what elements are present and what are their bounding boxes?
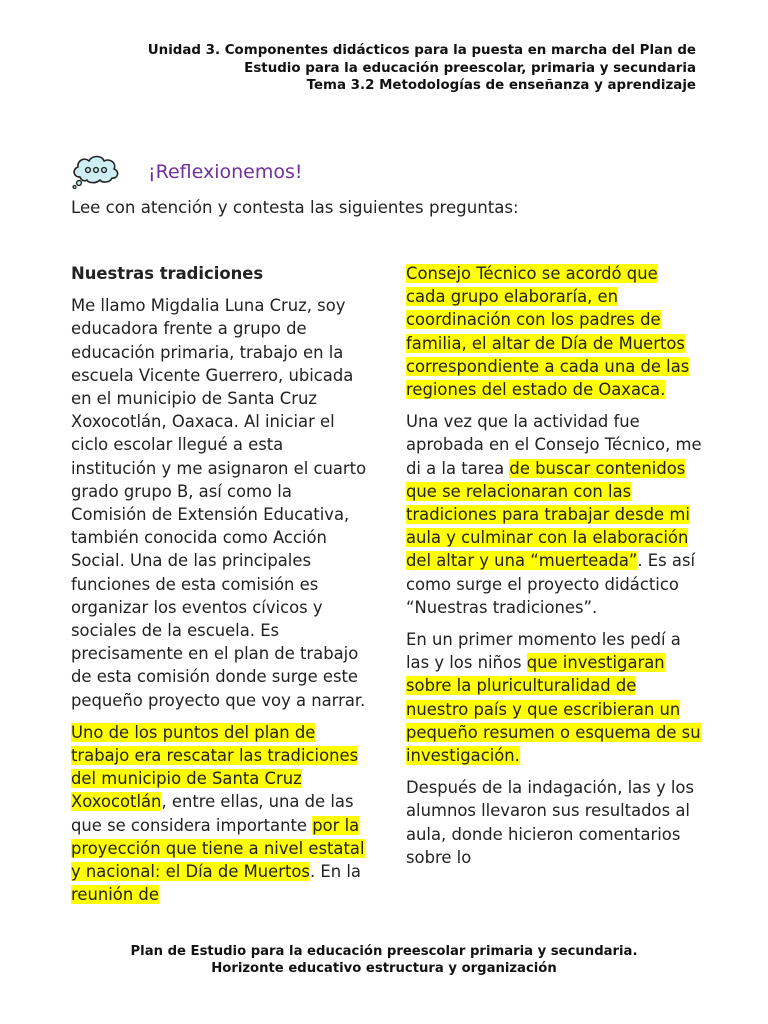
paragraph-text: , entre ellas, una de las que se considera importante xyxy=(71,792,354,835)
article-paragraph xyxy=(71,721,371,907)
article-column-right xyxy=(406,262,702,878)
paragraph-text: En un primer momento les pedí a las y los niños xyxy=(406,630,681,673)
reflexion-title: ¡Reflexionemos! xyxy=(148,161,303,183)
highlighted-text: Uno de los puntos del plan de trabajo era rescatar las tradiciones del municipio de Santa Cruz Xoxocotlán xyxy=(71,722,359,812)
paragraph-text: . Es así como surge el proyecto didáctico “Nuestras tradiciones”. xyxy=(406,551,696,617)
footer-horizon-line: Horizonte educativo estructura y organización xyxy=(211,960,557,976)
article-paragraph xyxy=(406,262,702,401)
footer-plan-line: Plan de Estudio para la educación preescolar primaria y secundaria. xyxy=(130,944,638,959)
article-title: Nuestras tradiciones xyxy=(71,264,264,283)
article-paragraph xyxy=(406,410,702,619)
article-paragraph: Me llamo Migdalia Luna Cruz, soy educadora frente a grupo de educación primaria, trabajo en la escuela Vicente Guerrero, ubicada en el municipio de Santa Cruz Xoxocotlán, Oaxaca. Al iniciar el ciclo escolar llegué a esta institución y me asignaron el cuarto grado grupo B, así como la Comisión de Extensión Educativa, también conocida como Acción Social. Una de las principales funciones de esta comisión es organizar los eventos cívicos y sociales de la escuela. Es precisamente en el plan de trabajo de esta comisión donde surge este pequeño proyecto que voy a narrar. xyxy=(71,296,367,710)
paragraph-text: . En la xyxy=(309,862,361,882)
highlighted-text: Consejo Técnico se acordó que cada grupo elaboraría, en coordinación con los padres de familia, el altar de Día de Muertos correspondiente a cada una de las regiones del estado de Oaxaca. xyxy=(406,264,690,400)
header-unit-line: Unidad 3. Componentes didácticos para la puesta en marcha del Plan de xyxy=(147,43,696,58)
article-column-left xyxy=(71,262,371,915)
article-paragraph: Después de la indagación, las y los alumnos llevaron sus resultados al aula, donde hicieron comentarios sobre lo xyxy=(406,778,694,867)
highlighted-text: de buscar contenidos que se relacionaran con las tradiciones para trabajar desde mi aula y culminar con la elaboración del altar y una “muerteada” xyxy=(406,458,690,571)
header-topic-line: Tema 3.2 Metodologías de enseñanza y aprendizaje xyxy=(306,78,696,93)
paragraph-text: Una vez que la actividad fue aprobada en el Consejo Técnico, me di a la tarea xyxy=(406,412,702,478)
article-paragraph xyxy=(406,628,702,767)
highlighted-text: que investigaran sobre la pluriculturalidad de nuestro país y que escribieran un pequeño resumen o esquema de su investigación. xyxy=(406,653,701,766)
highlighted-text: reunión de xyxy=(71,885,159,905)
instruction-text: Lee con atención y contesta las siguientes preguntas: xyxy=(71,198,519,217)
header-plan-line: Estudio para la educación preescolar, primaria y secundaria xyxy=(244,60,696,76)
document-footer xyxy=(60,944,708,977)
highlighted-text: por la proyección que tiene a nivel estatal y nacional: el Día de Muertos xyxy=(71,815,365,882)
document-header xyxy=(56,42,696,95)
thought-cloud-icon xyxy=(70,153,122,189)
